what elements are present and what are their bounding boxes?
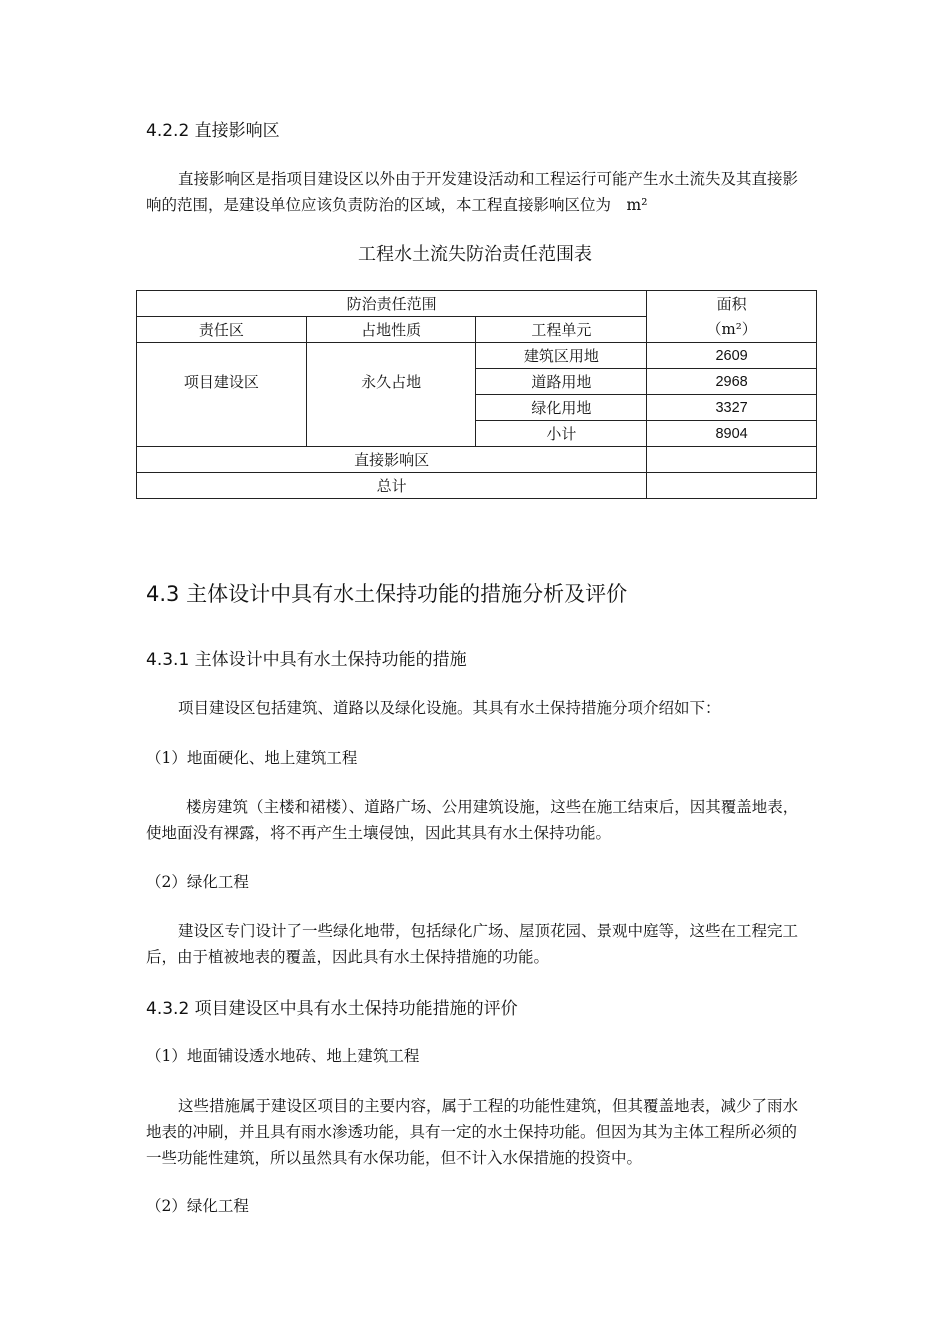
section-4-3-2-heading: 4.3.2 项目建设区中具有水土保持功能措施的评价: [146, 999, 518, 1019]
table-header-row: [137, 291, 817, 317]
area-cell: 2609: [647, 343, 817, 369]
item2-title: （2）绿化工程: [146, 873, 249, 891]
table-title: 工程水土流失防治责任范围表: [358, 244, 592, 265]
header-group-cell: 防治责任范围: [137, 291, 647, 317]
total-row: [137, 473, 817, 499]
header-land-cell: 占地性质: [306, 317, 476, 343]
section-4-2-2-paragraph: 直接影响区是指项目建设区以外由于开发建设活动和工程运行可能产生水土流失及其直接影响的范围，是建设单位应该负责防治的区域，本工程直接影响区位为 m²: [146, 170, 799, 214]
header-unit-cell: 工程单元: [476, 317, 647, 343]
item2-paragraph: 建设区专门设计了一些绿化地带，包括绿化广场、屋顶花园、景观中庭等，这些在工程完工后，由于植被地表的覆盖，因此具有水土保持措施的功能。: [146, 922, 799, 966]
direct-zone-cell: 直接影响区: [137, 447, 647, 473]
unit-cell: 小计: [476, 421, 647, 447]
item1-paragraph: 楼房建筑（主楼和裙楼）、道路广场、公用建筑设施，这些在施工结束后，因其覆盖地表，使地面没有裸露，将不再产生土壤侵蚀，因此其具有水土保持功能。: [146, 798, 799, 842]
total-area-cell: [647, 473, 817, 499]
section-4-3-1-intro: 项目建设区包括建筑、道路以及绿化设施。其具有水土保持措施分项介绍如下：: [178, 699, 721, 717]
section-4-2-2-heading: 4.2.2 直接影响区: [146, 121, 280, 141]
responsibility-table: [136, 290, 817, 499]
unit-cell: 绿化用地: [476, 395, 647, 421]
zone-project-cell: 项目建设区: [137, 343, 307, 447]
table-row: [137, 343, 817, 369]
eval-item2-title: （2）绿化工程: [146, 1197, 249, 1215]
section-4-3-1-heading: 4.3.1 主体设计中具有水土保持功能的措施: [146, 650, 467, 670]
area-cell: 3327: [647, 395, 817, 421]
item1-title: （1）地面硬化、地上建筑工程: [146, 749, 358, 767]
area-cell: 2968: [647, 369, 817, 395]
eval-item1-paragraph: 这些措施属于建设区项目的主要内容，属于工程的功能性建筑，但其覆盖地表，减少了雨水地表的冲刷，并且具有雨水渗透功能，具有一定的水土保持功能。但因为其为主体工程所必须的一些功能性建筑，所以虽然具有水保功能，但不计入水保措施的投资中。: [146, 1097, 799, 1167]
eval-item1-title: （1）地面铺设透水地砖、地上建筑工程: [146, 1047, 420, 1065]
area-cell: 8904: [647, 421, 817, 447]
header-area-cell: 面积 （m²）: [647, 291, 817, 343]
unit-cell: 建筑区用地: [476, 343, 647, 369]
direct-area-cell: [647, 447, 817, 473]
land-permanent-cell: 永久占地: [306, 343, 476, 447]
total-cell: 总计: [137, 473, 647, 499]
header-zone-cell: 责任区: [137, 317, 307, 343]
section-4-3-heading: 4.3 主体设计中具有水土保持功能的措施分析及评价: [146, 582, 628, 606]
unit-cell: 道路用地: [476, 369, 647, 395]
direct-zone-row: [137, 447, 817, 473]
